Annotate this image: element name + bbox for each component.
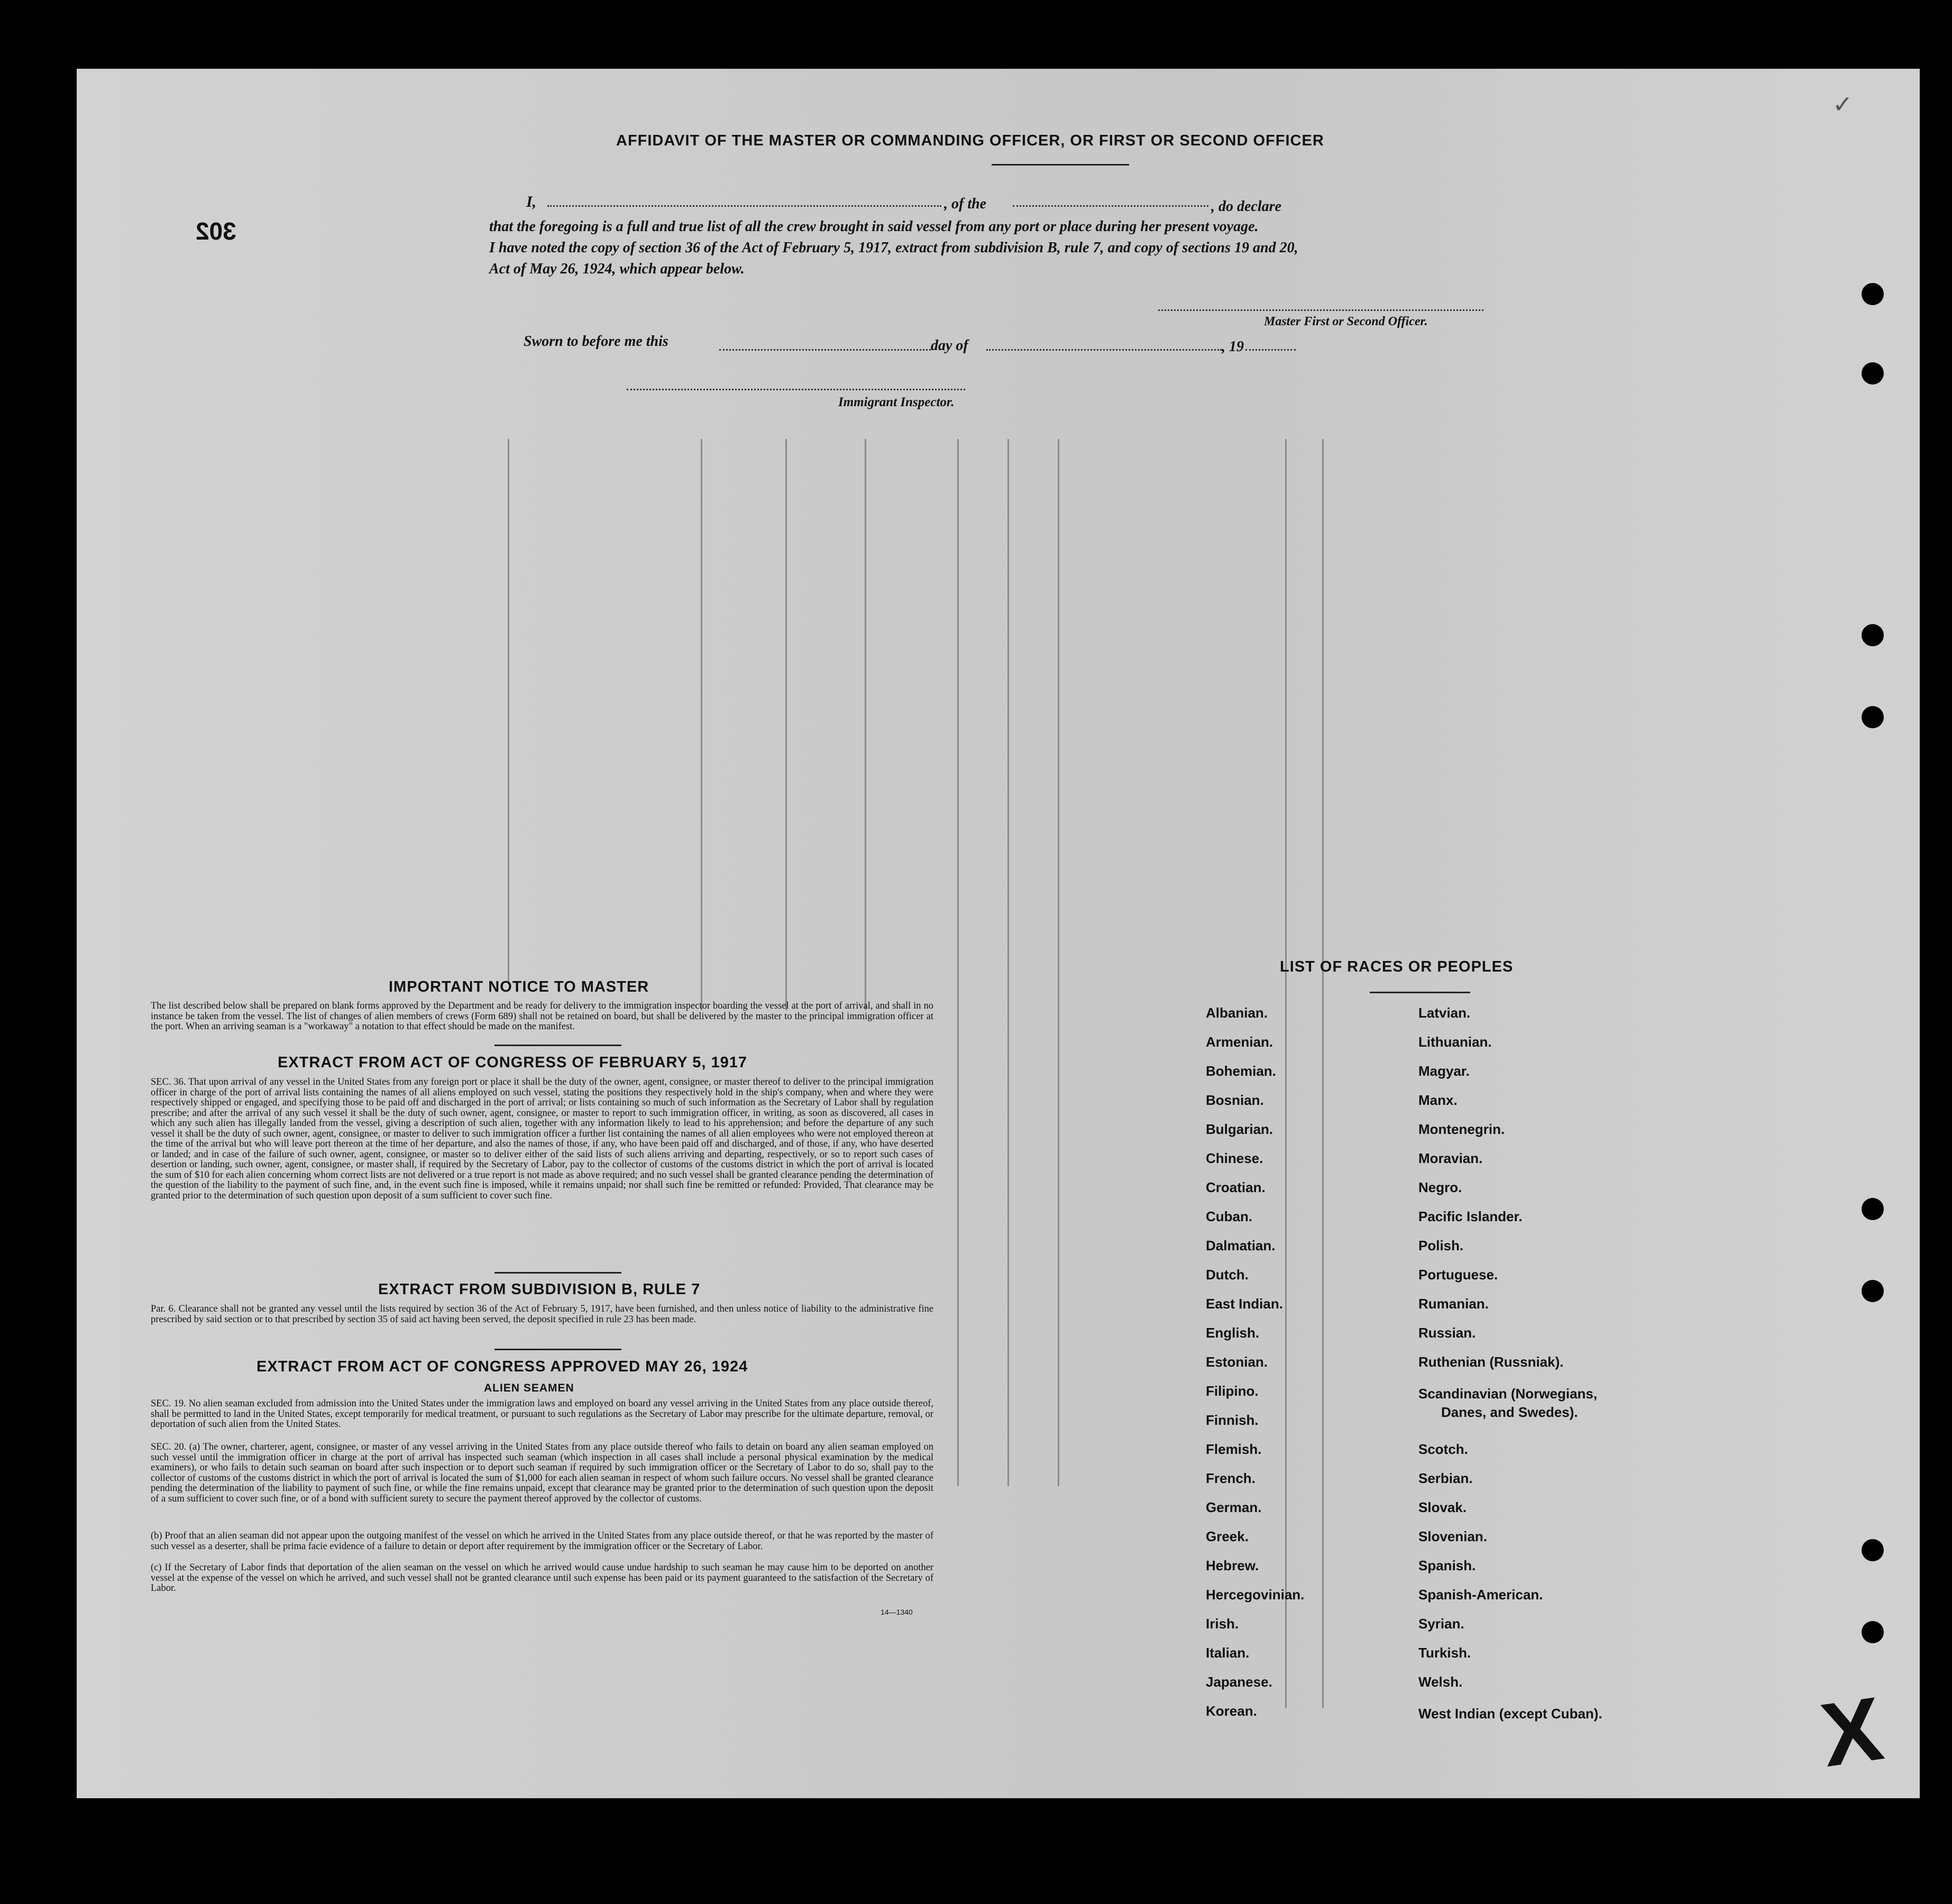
sworn-label: Sworn to before me this xyxy=(524,333,668,350)
race-item: Japanese. xyxy=(1206,1674,1272,1690)
punch-hole xyxy=(1862,1621,1884,1643)
year-label: , 19 xyxy=(1222,338,1244,355)
races-title-rule xyxy=(1370,992,1470,993)
column-rule xyxy=(957,439,959,1486)
race-item: West Indian (except Cuban). xyxy=(1418,1706,1602,1722)
race-item: Armenian. xyxy=(1206,1034,1273,1050)
inspector-blank xyxy=(627,389,965,390)
race-item: Polish. xyxy=(1418,1238,1464,1253)
rule7-body: Par. 6. Clearance shall not be granted any vessel until the lists required by section 36 of the Act of February 5, 1917, have been furnished, and then unless notice of liability to the administrative fine prescribed by said section or to that prescribed by section 35 of said act having been served, the deposit specified in rule 23 has been made. xyxy=(151,1304,933,1325)
column-rule xyxy=(701,439,702,1010)
race-item: Spanish-American. xyxy=(1418,1587,1543,1603)
races-title: LIST OF RACES OR PEOPLES xyxy=(1280,958,1514,975)
race-item: Korean. xyxy=(1206,1703,1257,1719)
page-number: 302 xyxy=(196,217,236,245)
race-item: Manx. xyxy=(1418,1092,1458,1108)
extract-1924-sec20a: SEC. 20. (a) The owner, charterer, agent, consignee, or master of any vessel arriving in the United States from any place outside thereof who fails to detain on board any alien seaman employed on such vessel until the immigration officer in charge at the port of arrival has inspected such seaman (which inspection in all cases shall include a personal physical examination by the medical examiners), or who fails to detain such seaman on board after such inspection or to deport such seaman if required by such immigration officer or the Secretary of Labor to do so, shall pay to the collector of customs of the customs district in which the port of arrival is located the sum of $1,000 for each alien seaman in respect of whom such failure occurs. No vessel shall be granted clearance pending the determination of the liability to payment of such fine, or while the fine remains unpaid, except that clearance may be granted prior to the determination of such question upon the deposit of a sum sufficient to cover such fine, or of a bond with sufficient surety to secure the payment thereof approved by the collector of customs. xyxy=(151,1442,933,1504)
month-blank xyxy=(986,349,1222,351)
sworn-day-blank xyxy=(719,349,931,351)
race-item: Filipino. xyxy=(1206,1383,1259,1399)
race-item: Pacific Islander. xyxy=(1418,1209,1523,1224)
race-item: East Indian. xyxy=(1206,1296,1283,1312)
punch-hole xyxy=(1862,624,1884,646)
column-rule xyxy=(1285,439,1287,1708)
title-rule xyxy=(992,164,1129,166)
race-item: Bulgarian. xyxy=(1206,1121,1273,1137)
race-item: Greek. xyxy=(1206,1528,1249,1544)
column-rule xyxy=(785,439,787,1010)
check-mark: ✓ xyxy=(1832,91,1853,118)
race-item: Serbian. xyxy=(1418,1470,1473,1486)
race-item: Cuban. xyxy=(1206,1209,1253,1224)
race-item: Scotch. xyxy=(1418,1441,1468,1457)
rule7-title: EXTRACT FROM SUBDIVISION B, RULE 7 xyxy=(378,1281,701,1298)
race-item: Syrian. xyxy=(1418,1616,1464,1632)
extract-1917-body: SEC. 36. That upon arrival of any vessel in the United States from any foreign port or place it shall be the duty of the owner, agent, consignee, or master thereof to deliver to the principal immigration officer in charge of the port of arrival lists containing the names of all aliens employed on such vessel, stating the positions they respectively hold in the ship's company, when and where they were respectively shipped or engaged, and specifying those to be paid off and discharged in the port of arrival; or lists containing so much of such information as the Secretary of Labor shall by regulation prescribe; and after the arrival of any such vessel it shall be the duty of such owner, agent, consignee, or master to report to such immigration officer, in writing, as soon as discovered, all cases in which any such alien has illegally landed from the vessel, giving a description of such alien, together with any information likely to lead to his apprehension; and before the departure of any such vessel it shall be the duty of such owner, agent, consignee, or master to deliver to such immigration officer a further list containing the names of all alien employees who were not employed thereon at the time of the arrival but who will leave port thereon at the time of her departure, and also the names of those, if any, who have been paid off and discharged, and of those, if any, who have deserted or landed; and in case of the failure of such owner, agent, consignee, or master so to deliver either of the said lists of such aliens arriving and departing, respectively, or so to report such cases of desertion or landing, such owner, agent, consignee, or master shall, if required by the Secretary of Labor, pay to the collector of customs of the customs district in which the port of arrival is located the sum of $10 for each alien concerning whom correct lists are not delivered or a true report is not made as above required; and no such vessel shall be granted clearance pending the determination of the question of the liability to the payment of such fine, and, in the event such fine is imposed, while it remains unpaid; nor shall such fine be remitted or refunded: Provided, That clearance may be granted prior to the determination of such question upon deposit of a sum sufficient to cover such fine. xyxy=(151,1077,933,1201)
affidavit-text-1: that the foregoing is a full and true list of all the crew brought in said vessel from any port or place during her present voyage. xyxy=(489,218,1259,235)
do-declare-label: , do declare xyxy=(1211,198,1281,215)
column-rule xyxy=(1322,439,1324,1708)
race-item: Flemish. xyxy=(1206,1441,1262,1457)
race-item: Chinese. xyxy=(1206,1150,1263,1166)
column-rule xyxy=(1058,439,1059,1486)
notice-title: IMPORTANT NOTICE TO MASTER xyxy=(389,978,649,995)
race-item: Slovenian. xyxy=(1418,1528,1488,1544)
race-item: French. xyxy=(1206,1470,1255,1486)
column-rule xyxy=(865,439,866,1010)
inspector-label: Immigrant Inspector. xyxy=(838,395,955,409)
race-item: Magyar. xyxy=(1418,1063,1470,1079)
race-item: Slovak. xyxy=(1418,1499,1467,1515)
punch-hole xyxy=(1862,362,1884,385)
race-item: Dalmatian. xyxy=(1206,1238,1276,1253)
of-the-label: , of the xyxy=(944,196,987,212)
punch-hole xyxy=(1862,1280,1884,1302)
race-item: Turkish. xyxy=(1418,1645,1471,1661)
race-item: Ruthenian (Russniak). xyxy=(1418,1354,1564,1370)
form-number: 14—1340 xyxy=(881,1608,913,1616)
race-item: Scandinavian (Norwegians, xyxy=(1418,1386,1598,1402)
punch-hole xyxy=(1862,1539,1884,1561)
race-item: Russian. xyxy=(1418,1325,1476,1341)
punch-hole xyxy=(1862,1198,1884,1220)
race-item: Hercegovinian. xyxy=(1206,1587,1305,1603)
race-item: Danes, and Swedes). xyxy=(1441,1404,1578,1420)
race-item: Rumanian. xyxy=(1418,1296,1489,1312)
race-item: Italian. xyxy=(1206,1645,1250,1661)
signature-blank xyxy=(1158,309,1483,311)
race-item: Irish. xyxy=(1206,1616,1239,1632)
column-rule xyxy=(508,439,509,984)
name-blank xyxy=(547,205,941,207)
race-item: Lithuanian. xyxy=(1418,1034,1492,1050)
race-item: Finnish. xyxy=(1206,1412,1259,1428)
affidavit-title: AFFIDAVIT OF THE MASTER OR COMMANDING OFFICER, OR FIRST OR SECOND OFFICER xyxy=(616,132,1324,149)
punch-hole xyxy=(1862,706,1884,728)
race-item: Welsh. xyxy=(1418,1674,1463,1690)
extract-1924-sec20b: (b) Proof that an alien seaman did not appear upon the outgoing manifest of the vessel on which he arrived in the United States from any place outside thereof, or that he was reported by the master of such vessel as a deserter, shall be prima facie evidence of a failure to detain or deport after requirement by the immigration officer or the Secretary of Labor. xyxy=(151,1531,933,1552)
section-rule xyxy=(494,1045,621,1046)
extract-1924-subtitle: ALIEN SEAMEN xyxy=(484,1382,574,1394)
race-item: Portuguese. xyxy=(1418,1267,1498,1283)
race-item: Dutch. xyxy=(1206,1267,1249,1283)
race-item: Montenegrin. xyxy=(1418,1121,1505,1137)
extract-1924-sec20c: (c) If the Secretary of Labor finds that deportation of the alien seaman on the vessel on which he arrived would cause undue hardship to such seaman he may cause him to be deported on another vessel at the expense of the vessel on which he arrived, and such vessel shall not be granted clearance until such expense has been paid or its payment guaranteed to the satisfaction of the Secretary of Labor. xyxy=(151,1562,933,1594)
race-item: Bosnian. xyxy=(1206,1092,1264,1108)
master-signature-label: Master First or Second Officer. xyxy=(1264,315,1428,328)
race-item: Albanian. xyxy=(1206,1005,1268,1021)
race-item: English. xyxy=(1206,1325,1260,1341)
extract-1924-sec19: SEC. 19. No alien seaman excluded from admission into the United States under the immigration laws and employed on board any vessel arriving in the United States from any place outside thereof, shall be permitted to land in the United States, except temporarily for medical treatment, or pursuant to such regulations as the Secretary of Labor may prescribe for the ultimate departure, removal, or deportation of such alien from the United States. xyxy=(151,1398,933,1430)
day-of-label: day of xyxy=(931,337,968,354)
affidavit-text-3: Act of May 26, 1924, which appear below. xyxy=(489,261,745,277)
affidavit-text-2: I have noted the copy of section 36 of the Act of February 5, 1917, extract from subdivision B, rule 7, and copy of sections 19 and 20, xyxy=(489,240,1298,256)
notice-body: The list described below shall be prepared on blank forms approved by the Department and be ready for delivery to the immigration inspector boarding the vessel at the port of arrival, and shall in no instance be taken from the vessel. The list of changes of alien members of crews (Form 689) shall not be retained on board, but shall be delivered by the master to the principal immigration officer at the port. When an arriving seaman is a "workaway" a notation to that effect should be made on the manifest. xyxy=(151,1001,933,1032)
handwritten-x-mark: X xyxy=(1815,1678,1889,1786)
affidavit-i-label: I, xyxy=(526,193,537,210)
race-item: Negro. xyxy=(1418,1179,1462,1195)
punch-hole xyxy=(1862,283,1884,305)
year-blank xyxy=(1245,349,1296,351)
extract-1917-title: EXTRACT FROM ACT OF CONGRESS OF FEBRUARY 5, 1917 xyxy=(278,1054,748,1071)
race-item: Croatian. xyxy=(1206,1179,1266,1195)
race-item: Spanish. xyxy=(1418,1558,1476,1573)
race-item: Hebrew. xyxy=(1206,1558,1259,1573)
race-item: Moravian. xyxy=(1418,1150,1483,1166)
section-rule xyxy=(494,1349,621,1350)
section-rule xyxy=(494,1272,621,1274)
race-item: Latvian. xyxy=(1418,1005,1471,1021)
race-item: Bohemian. xyxy=(1206,1063,1276,1079)
extract-1924-title: EXTRACT FROM ACT OF CONGRESS APPROVED MAY 26, 1924 xyxy=(256,1358,748,1375)
race-item: Estonian. xyxy=(1206,1354,1268,1370)
manifest-page xyxy=(77,69,1920,1798)
vessel-blank xyxy=(1013,205,1208,207)
race-item: German. xyxy=(1206,1499,1262,1515)
column-rule xyxy=(1007,439,1009,1486)
